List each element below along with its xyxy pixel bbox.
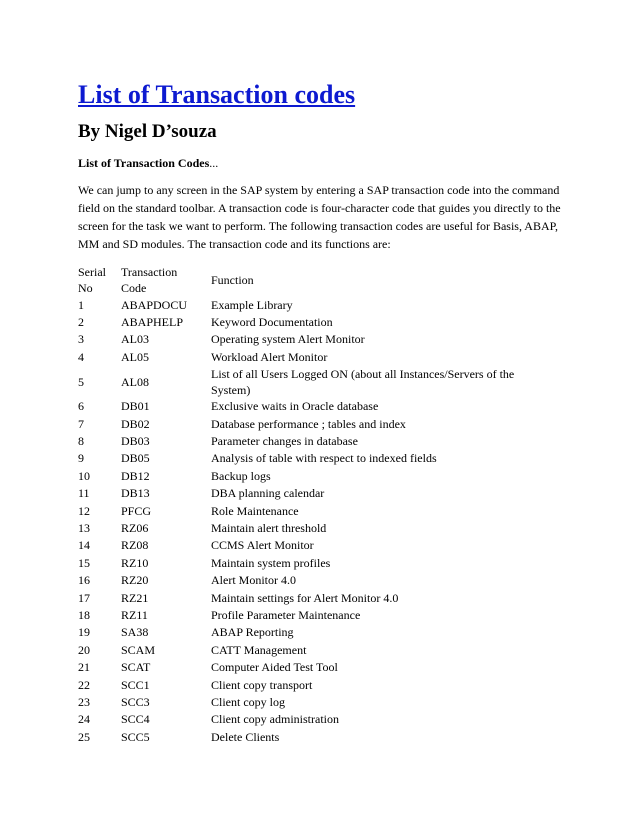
header-code-line2: Code — [121, 281, 147, 295]
function-cell: Maintain alert threshold — [211, 520, 327, 535]
table-row — [78, 432, 541, 449]
author-line: By Nigel D’souza — [78, 121, 217, 142]
table-row — [78, 313, 541, 330]
page-title[interactable]: List of Transaction codes — [78, 80, 356, 109]
function-cell: Keyword Documentation — [211, 315, 333, 330]
serial-cell: 2 — [78, 315, 84, 330]
code-cell: SCC5 — [121, 729, 150, 744]
code-cell: DB13 — [121, 486, 150, 501]
code-cell: AL05 — [121, 349, 149, 364]
table-row — [78, 554, 541, 571]
header-serial-line2: No — [78, 281, 93, 295]
serial-cell: 18 — [78, 607, 90, 622]
serial-cell: 6 — [78, 399, 84, 414]
table-row — [78, 296, 541, 313]
code-cell: SCC4 — [121, 712, 150, 727]
subtitle-bold: List of Transaction Codes — [78, 156, 210, 170]
serial-cell: 11 — [78, 486, 90, 501]
code-cell: RZ06 — [121, 520, 149, 535]
serial-cell: 20 — [78, 642, 90, 657]
table-row — [78, 331, 541, 348]
serial-cell: 25 — [78, 729, 90, 744]
function-cell: Client copy administration — [211, 712, 339, 727]
table-row — [78, 415, 541, 432]
code-cell: DB03 — [121, 434, 150, 449]
serial-cell: 9 — [78, 451, 84, 466]
serial-cell: 12 — [78, 503, 90, 518]
table-row — [78, 728, 541, 745]
code-cell: DB12 — [121, 468, 150, 483]
function-cell: Maintain system profiles — [211, 555, 331, 570]
serial-cell: 16 — [78, 573, 90, 588]
serial-cell: 10 — [78, 468, 90, 483]
serial-cell: 23 — [78, 694, 90, 709]
code-cell: DB01 — [121, 399, 150, 414]
function-cell: DBA planning calendar — [211, 486, 325, 501]
function-cell: Profile Parameter Maintenance — [211, 607, 361, 622]
serial-cell: 17 — [78, 590, 90, 605]
table-row — [78, 398, 541, 415]
table-row — [78, 676, 541, 693]
serial-cell: 15 — [78, 555, 90, 570]
table-row — [78, 502, 541, 519]
serial-cell: 8 — [78, 434, 84, 449]
header-serial — [78, 264, 121, 296]
function-cell: Exclusive waits in Oracle database — [211, 399, 379, 414]
code-cell: SCC1 — [121, 677, 150, 692]
function-cell: Analysis of table with respect to indexed fields — [211, 451, 437, 466]
table-row — [78, 711, 541, 728]
function-cell: Client copy transport — [211, 677, 313, 692]
function-cell: Client copy log — [211, 694, 285, 709]
code-cell: SCC3 — [121, 694, 150, 709]
document-page — [78, 80, 568, 745]
table-row — [78, 624, 541, 641]
code-cell: SCAM — [121, 642, 156, 657]
subtitle — [78, 155, 568, 171]
table-row — [78, 519, 541, 536]
table-row — [78, 450, 541, 467]
code-cell: DB05 — [121, 451, 150, 466]
function-cell: Maintain settings for Alert Monitor 4.0 — [211, 590, 399, 605]
code-cell: RZ20 — [121, 573, 149, 588]
function-cell: ABAP Reporting — [211, 625, 294, 640]
code-cell: ABAPHELP — [121, 315, 184, 330]
code-cell: RZ11 — [121, 607, 148, 622]
serial-cell: 14 — [78, 538, 90, 553]
function-cell: Computer Aided Test Tool — [211, 660, 338, 675]
serial-cell: 22 — [78, 677, 90, 692]
subtitle-suffix: ... — [209, 156, 219, 170]
serial-cell: 3 — [78, 332, 84, 347]
table-body — [78, 296, 541, 745]
table-header-row — [78, 264, 541, 296]
serial-cell: 19 — [78, 625, 90, 640]
function-cell: Alert Monitor 4.0 — [211, 573, 296, 588]
serial-cell: 24 — [78, 712, 90, 727]
function-cell: Database performance ; tables and index — [211, 416, 406, 431]
table-row — [78, 693, 541, 710]
intro-paragraph: We can jump to any screen in the SAP system by entering a SAP transaction code into the command field on the standard toolbar. A transaction code is four-character code that guides you directly to the screen for the task we want to perform. The following transaction codes are useful for Basis, ABAP, MM and SD modules. The transaction code and its functions are: — [78, 183, 561, 251]
code-cell: RZ21 — [121, 590, 149, 605]
code-cell: SCAT — [121, 660, 151, 675]
table-row — [78, 641, 541, 658]
table-row — [78, 589, 541, 606]
function-cell: Example Library — [211, 297, 293, 312]
function-cell: Delete Clients — [211, 729, 280, 744]
serial-cell: 4 — [78, 349, 84, 364]
code-cell: AL03 — [121, 332, 149, 347]
transaction-codes-table — [78, 264, 541, 745]
table-row — [78, 485, 541, 502]
code-cell: DB02 — [121, 416, 150, 431]
code-cell: AL08 — [121, 374, 149, 389]
table-row — [78, 658, 541, 675]
code-cell: ABAPDOCU — [121, 297, 188, 312]
code-cell: RZ08 — [121, 538, 149, 553]
header-serial-line1: Serial — [78, 265, 106, 279]
serial-cell: 1 — [78, 297, 84, 312]
table-row — [78, 606, 541, 623]
function-cell: Operating system Alert Monitor — [211, 332, 365, 347]
serial-cell: 13 — [78, 520, 90, 535]
function-cell: Parameter changes in database — [211, 434, 358, 449]
function-cell: Workload Alert Monitor — [211, 349, 328, 364]
function-cell: CATT Management — [211, 642, 307, 657]
serial-cell: 21 — [78, 660, 90, 675]
header-function: Function — [211, 273, 254, 287]
header-code-line1: Transaction — [121, 265, 178, 279]
serial-cell: 5 — [78, 374, 84, 389]
table-row — [78, 537, 541, 554]
function-cell: CCMS Alert Monitor — [211, 538, 314, 553]
function-cell: Backup logs — [211, 468, 271, 483]
code-cell: RZ10 — [121, 555, 149, 570]
table-row — [78, 348, 541, 365]
code-cell: PFCG — [121, 503, 152, 518]
code-cell: SA38 — [121, 625, 149, 640]
header-code — [121, 264, 211, 296]
table-row — [78, 366, 541, 398]
table-row — [78, 467, 541, 484]
table-row — [78, 571, 541, 588]
function-cell: List of all Users Logged ON (about all Instances/Servers of the System) — [211, 366, 515, 397]
serial-cell: 7 — [78, 416, 84, 431]
function-cell: Role Maintenance — [211, 503, 299, 518]
